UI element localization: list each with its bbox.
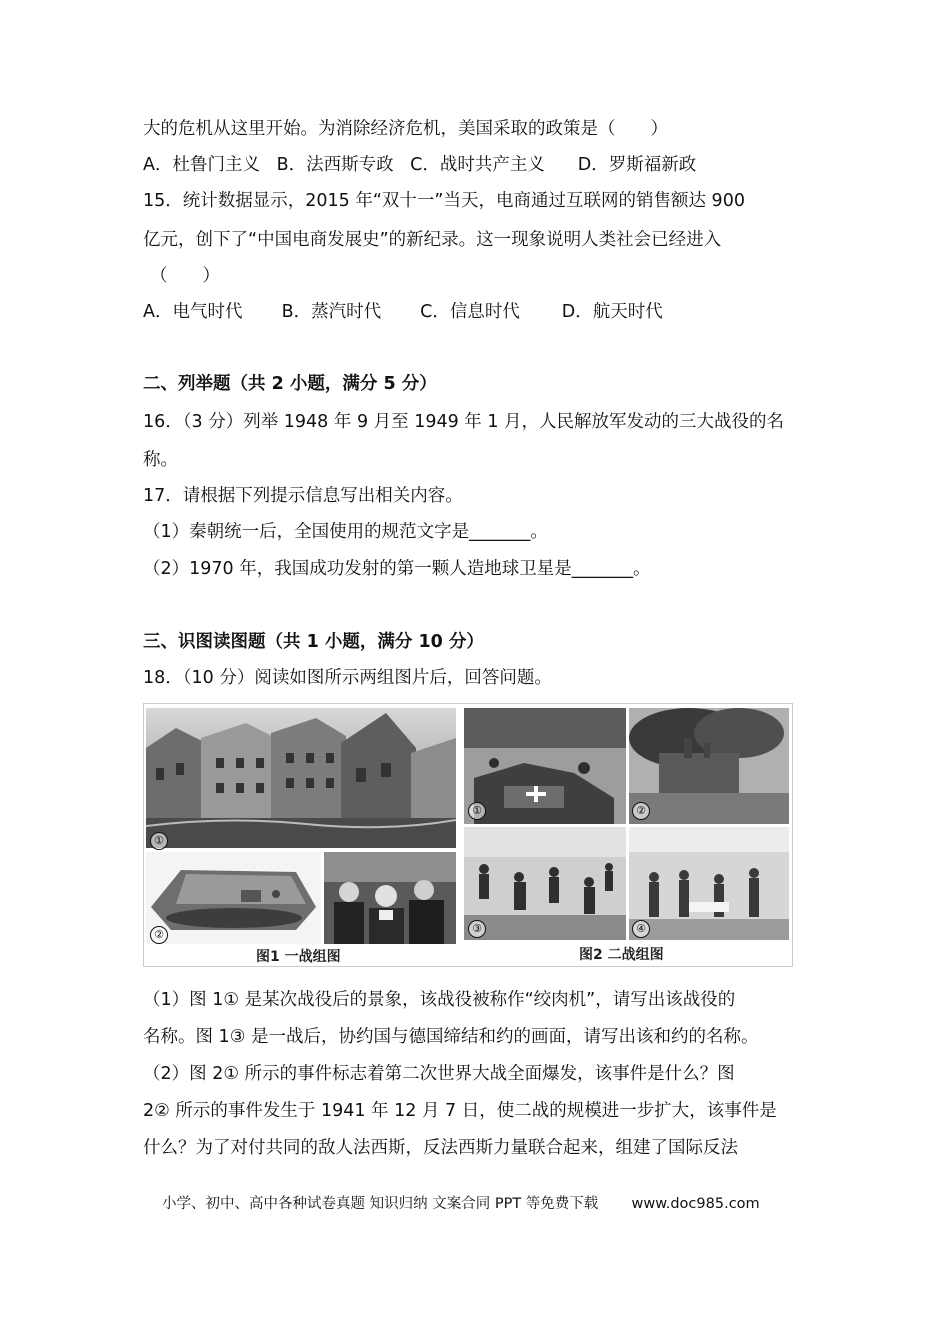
fig2-photo-battleship [629,708,789,824]
q15-options [143,300,663,324]
q15-option-c: C．信息时代 [420,302,520,322]
fig1-photo-tank [146,852,321,944]
fig1-photo-ruins [146,708,456,848]
q18-sub2-line1: （2）图 2① 所示的事件标志着第二次世界大战全面爆发，该事件是什么？图 [143,1064,735,1084]
q15-option-d: D．航天时代 [561,302,663,322]
q18-sub2-line2: 2② 所示的事件发生于 1941 年 12 月 7 日，使二战的规模进一步扩大，该事件是 [143,1101,777,1121]
q16-line2: 称。 [143,450,178,470]
q14-option-a: A．杜鲁门主义 [143,155,260,175]
footer-text: 小学、初中、高中各种试卷真题 知识归纳 文案合同 PPT 等免费下载 [162,1196,599,1212]
footer [162,1192,760,1213]
fig2-photo-landing [464,827,626,940]
fig2-marker-3: ③ [468,920,486,938]
section2-title: 二、列举题（共 2 小题，满分 5 分） [143,374,437,394]
q14-option-d: D．罗斯福新政 [577,155,697,175]
q16-line1: 16．（3 分）列举 1948 年 9 月至 1949 年 1 月，人民解放军发动的三大战役的名 [143,412,785,432]
q14-option-b: B．法西斯专政 [276,155,394,175]
q15-line1: 15．统计数据显示，2015 年“双十一”当天，电商通过互联网的销售额达 900 [143,191,745,211]
q18-sub1-line1: （1）图 1① 是某次战役后的景象，该战役被称作“绞肉机”，请写出该战役的 [143,990,736,1010]
q14-stem: 大的危机从这里开始。为消除经济危机，美国采取的政策是（ ） [143,119,668,139]
fig2-marker-4: ④ [632,920,650,938]
figure-panel [143,703,793,967]
fig1-marker-1: ① [150,832,168,850]
q15-line2: 亿元，创下了“中国电商发展史”的新纪录。这一现象说明人类社会已经进入 [143,230,722,250]
q17-stem: 17．请根据下列提示信息写出相关内容。 [143,486,463,506]
q14-option-c: C．战时共产主义 [410,155,545,175]
q15-option-a: A．电气时代 [143,302,243,322]
fig2-marker-2: ② [632,802,650,820]
footer-website-link[interactable]: www.doc985.com [631,1196,760,1212]
q14-options [143,153,696,177]
fig1-caption: 图1 一战组图 [256,949,341,965]
fig1-photo-treaty [324,852,456,944]
fig1-marker-2: ② [150,926,168,944]
section3-title: 三、识图读图题（共 1 小题，满分 10 分） [143,632,484,652]
q15-line3: （ ） [150,266,220,286]
fig2-photo-invasion [464,708,626,824]
q18-sub1-line2: 名称。图 1③ 是一战后，协约国与德国缔结和约的画面，请写出该和约的名称。 [143,1027,759,1047]
q18-stem: 18．（10 分）阅读如图所示两组图片后，回答问题。 [143,668,552,688]
q17-item1: （1）秦朝统一后，全国使用的规范文字是_______。 [143,522,548,542]
fig2-marker-1: ① [468,802,486,820]
fig2-photo-surrender [629,827,789,940]
q15-option-b: B．蒸汽时代 [281,302,382,322]
q18-sub2-line3: 什么？为了对付共同的敌人法西斯，反法西斯力量联合起来，组建了国际反法 [143,1138,738,1158]
q17-item2: （2）1970 年，我国成功发射的第一颗人造地球卫星是_______。 [143,559,651,579]
fig2-caption: 图2 二战组图 [579,947,664,963]
